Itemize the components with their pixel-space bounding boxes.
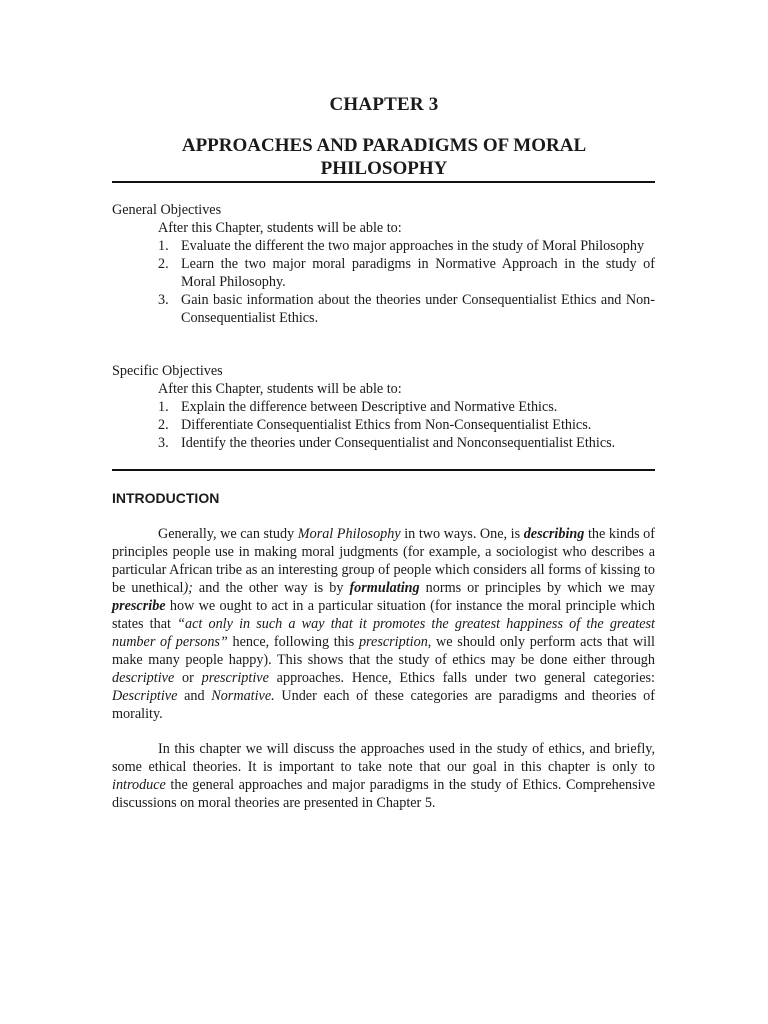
emphasis-text: Moral Philosophy xyxy=(297,526,401,542)
paragraph-text: Generally, we can study xyxy=(158,526,298,542)
emphasis-text: prescriptive xyxy=(201,670,269,686)
list-item-number: 3. xyxy=(158,435,169,451)
paragraph-text: we should only perform acts that will make many people happy). This shows that the study of ethics may be done either through xyxy=(112,634,655,668)
list-item xyxy=(158,237,655,255)
chapter-title: APPROACHES AND PARADIGMS OF MORAL PHILOSOPHY xyxy=(181,135,587,179)
paragraph-text: and the other way is by xyxy=(192,580,350,596)
strong-emphasis-text: formulating xyxy=(349,580,420,596)
emphasis-text: descriptive xyxy=(112,670,175,686)
strong-emphasis-text: prescribe xyxy=(112,598,166,614)
emphasis-text: Normative. xyxy=(211,688,275,704)
specific-objectives-intro: After this Chapter, students will be able to: xyxy=(158,381,402,397)
list-item-text: Explain the difference between Descriptive and Normative Ethics. xyxy=(181,399,558,415)
emphasis-text: Descriptive xyxy=(112,688,178,704)
introduction-paragraph-1 xyxy=(112,525,655,723)
list-item xyxy=(158,398,655,416)
chapter-number: CHAPTER 3 xyxy=(329,94,439,115)
paragraph-text: or xyxy=(174,670,202,686)
list-item-number: 1. xyxy=(158,399,169,415)
paragraph-text: the general approaches and major paradigms in the study of Ethics. Comprehensive discussions on moral theories are presented in Chapter 5. xyxy=(112,777,655,811)
list-item xyxy=(158,291,655,327)
emphasis-text: prescription, xyxy=(358,634,432,650)
paragraph-text: in two ways. One, is xyxy=(400,526,524,542)
list-item-text: Evaluate the different the two major approaches in the study of Moral Philosophy xyxy=(181,238,645,254)
specific-objectives-section xyxy=(112,362,655,452)
list-item-number: 2. xyxy=(158,256,169,272)
paragraph-text: and xyxy=(177,688,212,704)
paragraph-text: norms or principles by which we may xyxy=(419,580,655,596)
paragraph-text: how we ought to act in a particular situation (for instance the moral principle which states that xyxy=(112,598,655,632)
introduction-paragraph-2 xyxy=(112,740,655,812)
introduction-heading: INTRODUCTION xyxy=(112,490,220,506)
quoted-principle: “act only in such a way that it promotes the greatest happiness of the greatest number of persons” xyxy=(112,616,655,650)
emphasis-text: ); xyxy=(183,580,193,596)
section-divider xyxy=(112,469,655,471)
paragraph-text: the kinds of principles people use in making moral judgments (for example, a sociologist who describes a particular African tribe as an interesting group of people which considers all forms of kissing to be unethical xyxy=(112,526,655,596)
emphasis-text: introduce xyxy=(112,777,166,793)
general-objectives-heading: General Objectives xyxy=(112,202,222,218)
paragraph-text: hence, following this xyxy=(227,634,359,650)
list-item-text: Learn the two major moral paradigms in Normative Approach in the study of Moral Philosophy. xyxy=(181,256,655,290)
title-divider xyxy=(112,181,655,183)
list-item-text: Gain basic information about the theories under Consequentialist Ethics and Non-Consequentialist Ethics. xyxy=(181,292,655,326)
list-item-text: Differentiate Consequentialist Ethics from Non-Consequentialist Ethics. xyxy=(181,417,592,433)
strong-emphasis-text: describing xyxy=(523,526,585,542)
list-item-number: 2. xyxy=(158,417,169,433)
general-objectives-intro: After this Chapter, students will be able to: xyxy=(158,220,402,236)
general-objectives-list xyxy=(112,237,655,327)
list-item-number: 3. xyxy=(158,292,169,308)
paragraph-text: Under each of these categories are paradigms and theories of morality. xyxy=(112,688,655,722)
specific-objectives-heading: Specific Objectives xyxy=(112,363,223,379)
general-objectives-section xyxy=(112,201,655,327)
specific-objectives-list xyxy=(112,398,655,452)
list-item xyxy=(158,416,655,434)
list-item-text: Identify the theories under Consequentialist and Nonconsequentialist Ethics. xyxy=(181,435,616,451)
paragraph-text: In this chapter we will discuss the approaches used in the study of ethics, and briefly, some ethical theories. It is important to take note that our goal in this chapter is only to xyxy=(112,741,655,775)
list-item xyxy=(158,255,655,291)
list-item xyxy=(158,434,655,452)
paragraph-text: approaches. Hence, Ethics falls under two general categories: xyxy=(268,670,655,686)
list-item-number: 1. xyxy=(158,238,169,254)
